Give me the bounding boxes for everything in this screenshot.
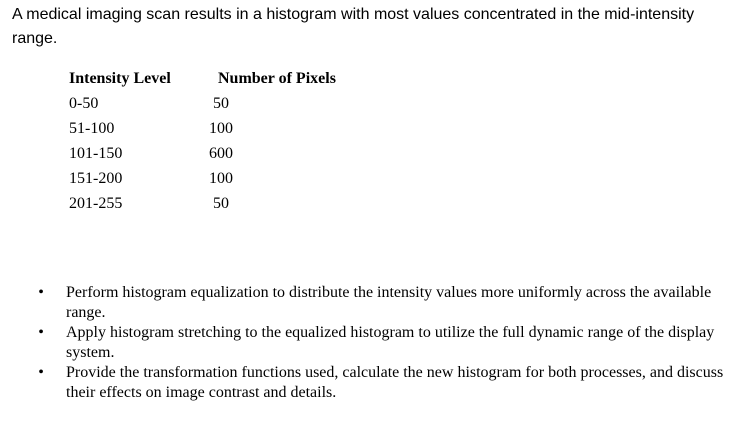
header-intensity-level: Intensity Level bbox=[69, 69, 171, 87]
intensity-level-cell: 201-255 bbox=[69, 194, 123, 212]
table-row bbox=[64, 141, 363, 166]
table-row bbox=[64, 191, 363, 216]
task-text: Apply histogram stretching to the equalized histogram to utilize the full dynamic range of the display system. bbox=[66, 324, 715, 361]
intensity-level-cell: 151-200 bbox=[69, 169, 123, 187]
problem-intro: A medical imaging scan results in a histogram with most values concentrated in the mid-intensity range. bbox=[12, 6, 695, 47]
task-item-equalization bbox=[36, 283, 726, 323]
pixel-count-cell: 600 bbox=[209, 144, 233, 162]
pixel-count-cell: 50 bbox=[213, 94, 229, 112]
table-row bbox=[64, 116, 363, 141]
task-text: Provide the transformation functions used, calculate the new histogram for both processes, and discuss their effects on image contrast and details. bbox=[66, 364, 724, 401]
bullet-icon: • bbox=[38, 324, 44, 341]
pixel-count-cell: 100 bbox=[209, 169, 233, 187]
task-item-stretching bbox=[36, 323, 726, 363]
bullet-icon: • bbox=[38, 364, 44, 381]
intensity-level-cell: 0-50 bbox=[69, 94, 99, 112]
task-text: Perform histogram equalization to distribute the intensity values more uniformly across the available range. bbox=[66, 284, 712, 321]
intensity-level-cell: 101-150 bbox=[69, 144, 123, 162]
intensity-table bbox=[64, 66, 363, 216]
task-list bbox=[36, 283, 726, 403]
table-row bbox=[64, 91, 363, 116]
intensity-level-cell: 51-100 bbox=[69, 119, 115, 137]
table-row bbox=[64, 166, 363, 191]
header-number-of-pixels: Number of Pixels bbox=[218, 69, 336, 87]
table-header-row bbox=[64, 66, 363, 91]
task-item-transformations bbox=[36, 363, 726, 403]
bullet-icon: • bbox=[38, 284, 44, 301]
pixel-count-cell: 100 bbox=[209, 119, 233, 137]
pixel-count-cell: 50 bbox=[213, 194, 229, 212]
